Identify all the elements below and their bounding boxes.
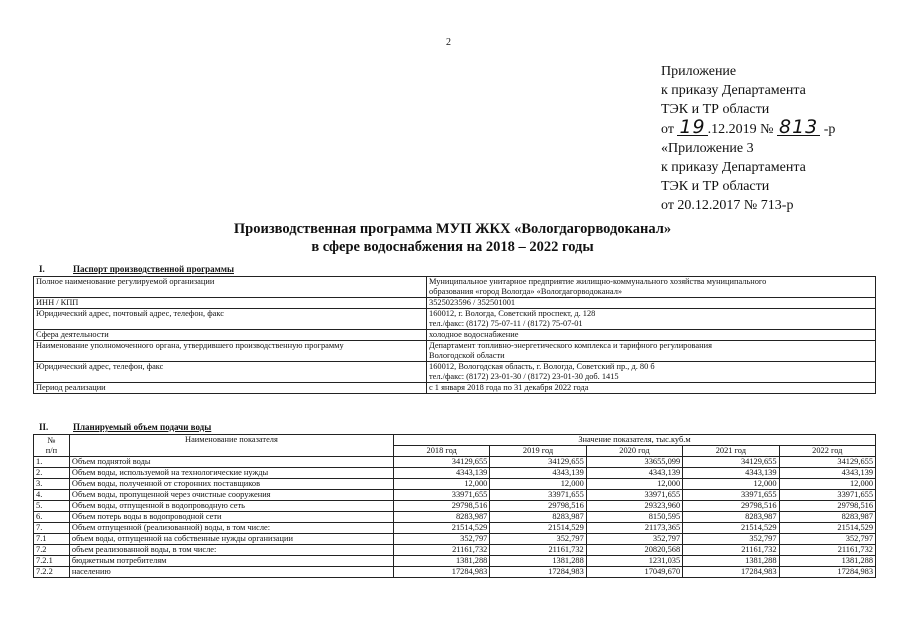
row-name-cell: Объем воды, используемой на технологические нужды [69, 468, 393, 479]
row-name-cell: Объем воды, полученной от сторонних поставщиков [69, 479, 393, 490]
table-row [34, 512, 876, 523]
value-cell: 8283,987 [779, 512, 875, 523]
value-cell: 12,000 [490, 479, 586, 490]
passport-value-line: тел./факс: (8172) 23-01-30 / (8172) 23-01-30 доб. 1415 [429, 372, 619, 381]
row-number-cell: 7.2 [34, 545, 70, 556]
value-cell: 20820,568 [586, 545, 682, 556]
passport-row [34, 277, 876, 298]
passport-value [427, 341, 876, 362]
value-cell: 34129,655 [490, 457, 586, 468]
header-group-cell: Значение показателя, тыс.куб.м [393, 435, 875, 446]
value-cell: 4343,139 [490, 468, 586, 479]
appendix-line: «Приложение 3 [661, 141, 754, 156]
row-number-cell: 4. [34, 490, 70, 501]
passport-value [427, 383, 876, 394]
passport-value-line: холодное водоснабжение [429, 330, 519, 339]
section-number: II. [39, 422, 49, 432]
passport-value [427, 330, 876, 341]
passport-value [427, 362, 876, 383]
appendix-line: Приложение [661, 64, 737, 79]
year-header-cell: 2018 год [393, 446, 489, 457]
table-row [34, 534, 876, 545]
row-name-cell: объем воды, отпущенной на собственные нужды организации [69, 534, 393, 545]
passport-label: Полное наименование регулируемой организации [34, 277, 427, 298]
value-cell: 29323,960 [586, 501, 682, 512]
value-cell: 33971,655 [490, 490, 586, 501]
header-name-cell: Наименование показателя [69, 435, 393, 457]
passport-row [34, 383, 876, 394]
value-cell: 21514,529 [779, 523, 875, 534]
passport-label: Юридический адрес, телефон, факс [34, 362, 427, 383]
row-number-cell: 7.2.1 [34, 556, 70, 567]
passport-label: Наименование уполномоченного органа, утвердившего производственную программу [34, 341, 427, 362]
value-cell: 21514,529 [393, 523, 489, 534]
value-cell: 17284,983 [683, 567, 779, 578]
row-number-cell: 7.2.2 [34, 567, 70, 578]
passport-label: ИНН / КПП [34, 298, 427, 309]
row-number-cell: 6. [34, 512, 70, 523]
row-name-cell: Объем воды, отпущенной в водопроводную сеть [69, 501, 393, 512]
header-number-cell [34, 435, 70, 457]
value-cell: 4343,139 [586, 468, 682, 479]
passport-value-line: Муниципальное унитарное предприятие жилищно-коммунального хозяйства муниципального [429, 277, 767, 286]
value-cell: 34129,655 [683, 457, 779, 468]
value-cell: 352,797 [393, 534, 489, 545]
section-title: Паспорт производственной программы [73, 264, 234, 274]
value-cell: 33971,655 [779, 490, 875, 501]
row-name-cell: Объем воды, пропущенной через очистные сооружения [69, 490, 393, 501]
passport-row [34, 298, 876, 309]
value-cell: 29798,516 [490, 501, 586, 512]
appendix-line: ТЭК и ТР области [661, 102, 770, 117]
value-cell: 21514,529 [683, 523, 779, 534]
row-name-cell: объем реализованной воды, в том числе: [69, 545, 393, 556]
section-title: Планируемый объем подачи воды [73, 422, 212, 432]
value-cell: 21161,732 [683, 545, 779, 556]
header-number-line: п/п [45, 445, 58, 455]
row-name-cell: Объем отпущенной (реализованной) воды, в том числе: [69, 523, 393, 534]
appendix-date-suffix: -р [823, 122, 836, 137]
value-cell: 33971,655 [586, 490, 682, 501]
value-cell: 8150,595 [586, 512, 682, 523]
title-line-2: в сфере водоснабжения на 2018 – 2022 годы [311, 239, 594, 255]
section-number: I. [39, 264, 45, 274]
table-row [34, 567, 876, 578]
value-cell: 1381,288 [393, 556, 489, 567]
year-header-cell: 2019 год [490, 446, 586, 457]
row-name-cell: Объем поднятой воды [69, 457, 393, 468]
value-cell: 12,000 [586, 479, 682, 490]
value-cell: 1381,288 [490, 556, 586, 567]
value-cell: 21173,365 [586, 523, 682, 534]
passport-value-line: с 1 января 2018 года по 31 декабря 2022 года [429, 383, 589, 392]
passport-value-line: Вологодской области [429, 351, 505, 360]
row-number-cell: 7. [34, 523, 70, 534]
row-number-cell: 1. [34, 457, 70, 468]
passport-value-line: Департамент топливно-энергетического комплекса и тарифного регулирования [429, 341, 712, 350]
value-cell: 34129,655 [779, 457, 875, 468]
section-2-heading [39, 422, 211, 432]
appendix-line: ТЭК и ТР области [661, 179, 770, 194]
passport-label: Период реализации [34, 383, 427, 394]
passport-value [427, 277, 876, 298]
value-cell: 33971,655 [683, 490, 779, 501]
year-header-cell: 2021 год [683, 446, 779, 457]
handwritten-day: 19 [679, 116, 706, 138]
value-cell: 12,000 [779, 479, 875, 490]
document-title [0, 220, 905, 256]
handwritten-order-number: 813 [778, 116, 819, 138]
table-row [34, 490, 876, 501]
value-cell: 4343,139 [683, 468, 779, 479]
passport-row [34, 341, 876, 362]
value-cell: 34129,655 [393, 457, 489, 468]
value-cell: 8283,987 [683, 512, 779, 523]
passport-value [427, 309, 876, 330]
value-cell: 8283,987 [393, 512, 489, 523]
table-row [34, 479, 876, 490]
passport-label: Сфера деятельности [34, 330, 427, 341]
appendix-line: к приказу Департамента [661, 83, 806, 98]
appendix-line: от 20.12.2017 № 713-р [661, 198, 794, 213]
header-number-line: № [47, 435, 56, 445]
passport-value-line: образования «город Вологда» «Вологдагорводоканал» [429, 287, 623, 296]
passport-value-line: 160012, Вологодская область, г. Вологда, Советский пр., д. 80 б [429, 362, 655, 371]
value-cell: 29798,516 [683, 501, 779, 512]
value-cell: 1381,288 [779, 556, 875, 567]
table-row [34, 501, 876, 512]
passport-value-line: 3525023596 / 352501001 [429, 298, 516, 307]
appendix-date-prefix: от [661, 122, 674, 137]
value-cell: 4343,139 [393, 468, 489, 479]
value-cell: 4343,139 [779, 468, 875, 479]
table-row [34, 523, 876, 534]
value-cell: 21161,732 [393, 545, 489, 556]
value-cell: 33655,099 [586, 457, 682, 468]
row-name-cell: Объем потерь воды в водопроводной сети [69, 512, 393, 523]
year-header-cell: 2020 год [586, 446, 682, 457]
value-cell: 352,797 [683, 534, 779, 545]
value-cell: 21514,529 [490, 523, 586, 534]
value-cell: 8283,987 [490, 512, 586, 523]
page-number: 2 [446, 37, 451, 48]
row-number-cell: 3. [34, 479, 70, 490]
value-cell: 12,000 [683, 479, 779, 490]
passport-value [427, 298, 876, 309]
appendix-date-line [661, 116, 836, 139]
row-number-cell: 2. [34, 468, 70, 479]
value-cell: 17049,670 [586, 567, 682, 578]
passport-table [33, 276, 876, 394]
water-volume-table [33, 434, 876, 578]
table-row [34, 556, 876, 567]
table-row [34, 468, 876, 479]
row-number-cell: 7.1 [34, 534, 70, 545]
title-line-1: Производственная программа МУП ЖКХ «Вологдагорводоканал» [233, 221, 672, 237]
value-cell: 21161,732 [490, 545, 586, 556]
row-number-cell: 5. [34, 501, 70, 512]
value-cell: 17284,983 [779, 567, 875, 578]
value-cell: 17284,983 [490, 567, 586, 578]
value-cell: 352,797 [779, 534, 875, 545]
year-header-cell: 2022 год [779, 446, 875, 457]
value-cell: 33971,655 [393, 490, 489, 501]
value-cell: 17284,983 [393, 567, 489, 578]
header-row [34, 435, 876, 446]
value-cell: 352,797 [490, 534, 586, 545]
passport-value-line: тел./факс: (8172) 75-07-11 / (8172) 75-07-01 [429, 319, 583, 328]
value-cell: 352,797 [586, 534, 682, 545]
row-name-cell: бюджетным потребителям [69, 556, 393, 567]
passport-row [34, 309, 876, 330]
passport-row [34, 362, 876, 383]
appendix-date-mid: .12.2019 № [707, 122, 774, 137]
row-name-cell: населению [69, 567, 393, 578]
passport-value-line: 160012, г. Вологда, Советский проспект, д. 128 [429, 309, 596, 318]
value-cell: 1381,288 [683, 556, 779, 567]
value-cell: 1231,035 [586, 556, 682, 567]
appendix-line: к приказу Департамента [661, 160, 806, 175]
appendix-block [661, 62, 835, 215]
value-cell: 21161,732 [779, 545, 875, 556]
value-cell: 29798,516 [779, 501, 875, 512]
section-1-heading [39, 264, 234, 274]
table-row [34, 457, 876, 468]
value-cell: 29798,516 [393, 501, 489, 512]
value-cell: 12,000 [393, 479, 489, 490]
table-row [34, 545, 876, 556]
passport-row [34, 330, 876, 341]
passport-label: Юридический адрес, почтовый адрес, телефон, факс [34, 309, 427, 330]
